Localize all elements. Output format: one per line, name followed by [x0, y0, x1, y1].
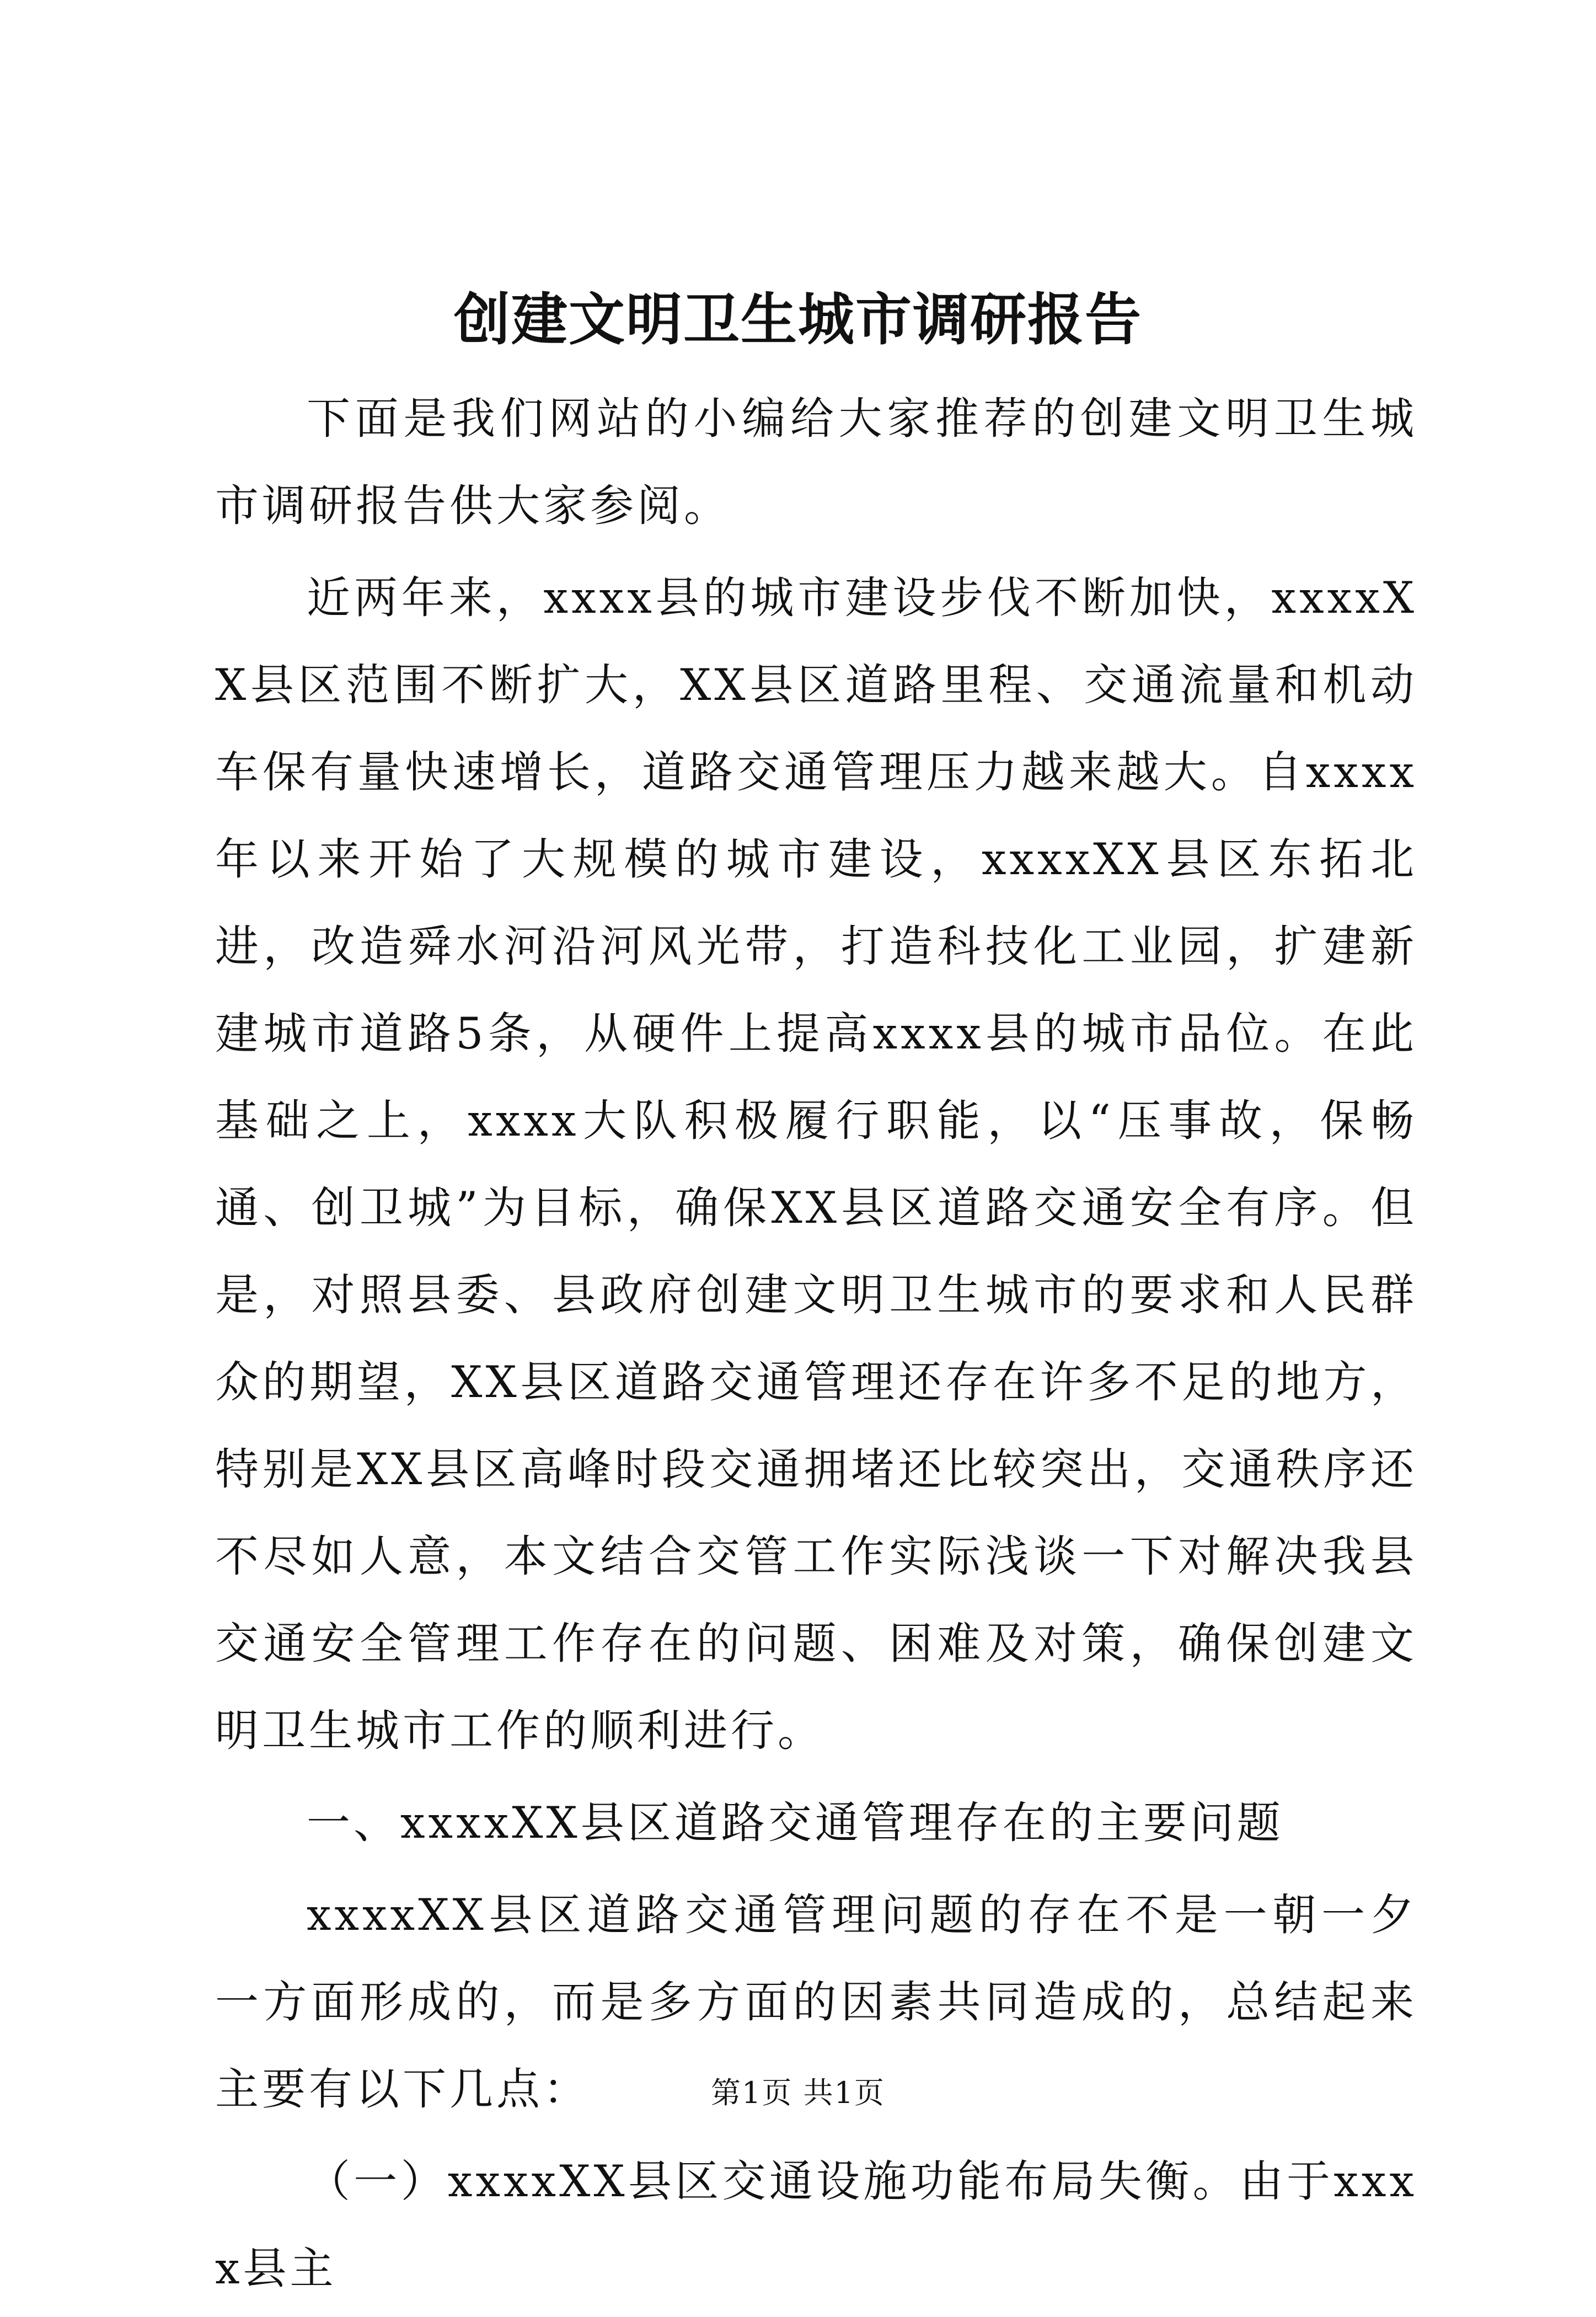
- subsection-paragraph: （一）xxxxXX县区交通设施功能布局失衡。由于xxxx县主: [215, 2156, 1417, 2294]
- document-title: 创建文明卫生城市调研报告: [454, 287, 1142, 353]
- document-body: [215, 375, 1417, 2317]
- intro-paragraph: 下面是我们网站的小编给大家推荐的创建文明卫生城市调研报告供大家参阅。: [215, 393, 1417, 531]
- section-heading: 一、xxxxXX县区道路交通管理存在的主要问题: [307, 1797, 1284, 1848]
- section-intro-paragraph: xxxxXX县区道路交通管理问题的存在不是一朝一夕一方面形成的，而是多方面的因素共同造成的，总结起来主要有以下几点：: [215, 1890, 1417, 2115]
- page-number-footer: 第1页 共1页: [711, 2075, 885, 2110]
- background-paragraph: 近两年来，xxxx县的城市建设步伐不断加快，xxxxXX县区范围不断扩大，XX县区道路里程、交通流量和机动车保有量快速增长，道路交通管理压力越来越大。自xxxx年以来开始了大规模的城市建设，xxxxXX县区东拓北进，改造舜水河沿河风光带，打造科技化工业园，扩建新建城市道路5条，从硬件上提高xxxx县的城市品位。在此基础之上，xxxx大队积极履行职能，以“压事故，保畅通、创卫城”为目标，确保XX县区道路交通安全有序。但是，对照县委、县政府创建文明卫生城市的要求和人民群众的期望，XX县区道路交通管理还存在许多不足的地方，特别是XX县区高峰时段交通拥堵还比较突出，交通秩序还不尽如人意，本文结合交管工作实际浅谈一下对解决我县交通安全管理工作存在的问题、困难及对策，确保创建文明卫生城市工作的顺利进行。: [215, 572, 1417, 1756]
